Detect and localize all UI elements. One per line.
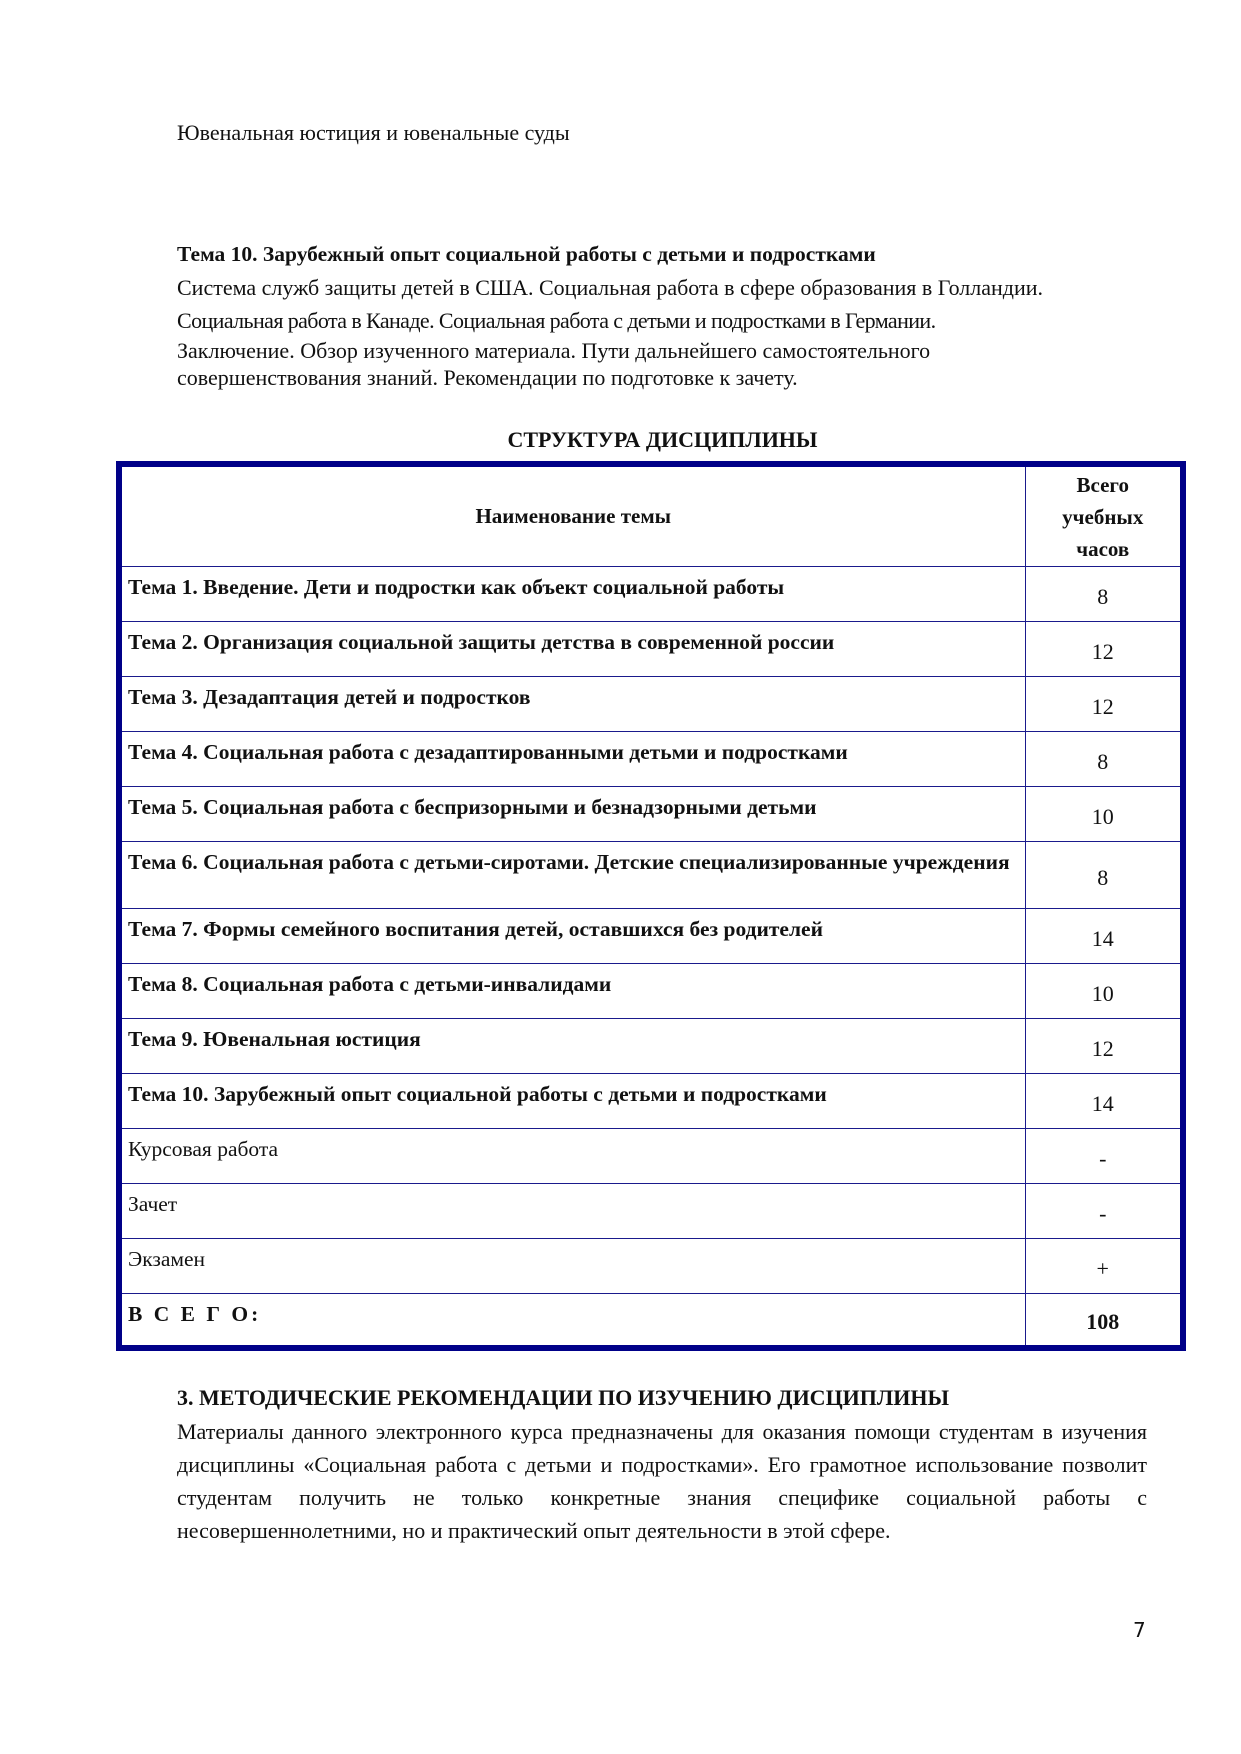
topic-name: Тема 4. Социальная работа с дезадаптированными детьми и подростками <box>119 731 1025 786</box>
table-row <box>119 566 1183 621</box>
structure-table <box>116 461 1186 1351</box>
topic-10-conclusion-line-1: Заключение. Обзор изученного материала. Пути дальнейшего самостоятельного <box>177 338 931 363</box>
table-row <box>119 676 1183 731</box>
table-row <box>119 786 1183 841</box>
section-3-heading: 3. МЕТОДИЧЕСКИЕ РЕКОМЕНДАЦИИ ПО ИЗУЧЕНИЮ ДИСЦИПЛИНЫ <box>177 1385 950 1410</box>
topic-hours: 12 <box>1025 621 1183 676</box>
topic-hours: 10 <box>1025 786 1183 841</box>
topic-hours: 8 <box>1025 731 1183 786</box>
page-number: 7 <box>1133 1618 1146 1642</box>
total-hours: 108 <box>1025 1293 1183 1348</box>
credit-label: Зачет <box>119 1183 1025 1238</box>
structure-title: СТРУКТУРА ДИСЦИПЛИНЫ <box>507 427 818 452</box>
topic-name: Тема 3. Дезадаптация детей и подростков <box>119 676 1025 731</box>
exam-label: Экзамен <box>119 1238 1025 1293</box>
header-topic-name: Наименование темы <box>119 464 1025 566</box>
topic-hours: 12 <box>1025 676 1183 731</box>
topic-name: Тема 10. Зарубежный опыт социальной работы с детьми и подростками <box>119 1073 1025 1128</box>
header-hours-line-2: учебных <box>1062 505 1144 529</box>
topic-hours: 10 <box>1025 963 1183 1018</box>
header-hours-line-3: часов <box>1076 537 1130 561</box>
table-row <box>119 1073 1183 1128</box>
topic-name: Тема 6. Социальная работа с детьми-сиротами. Детские специализированные учреждения <box>119 841 1025 908</box>
table-row <box>119 908 1183 963</box>
header-hours-line-1: Всего <box>1076 473 1129 497</box>
table-row <box>119 1183 1183 1238</box>
previous-topic-line: Ювенальная юстиция и ювенальные суды <box>177 120 570 145</box>
topic-10-paragraph-line-2: Социальная работа в Канаде. Социальная работа с детьми и подростками в Германии. <box>177 308 936 333</box>
topic-name: Тема 9. Ювенальная юстиция <box>119 1018 1025 1073</box>
table-row <box>119 963 1183 1018</box>
section-3-body: Материалы данного электронного курса предназначены для оказания помощи студентам в изучения дисциплины «Социальная работа с детьми и подростками». Его грамотное использование позволит студентам получить не только конкретные знания специфике социальной работы с несовершеннолетними, но и практический опыт деятельности в этой сфере. <box>177 1419 1147 1543</box>
credit-value: - <box>1025 1183 1183 1238</box>
topic-10-section <box>177 238 1147 391</box>
table-row <box>119 841 1183 908</box>
topic-name: Тема 5. Социальная работа с беспризорными и безнадзорными детьми <box>119 786 1025 841</box>
topic-10-conclusion-line-2: совершенствования знаний. Рекомендации по подготовке к зачету. <box>177 365 798 390</box>
topic-hours: 14 <box>1025 1073 1183 1128</box>
table-row <box>119 621 1183 676</box>
topic-name: Тема 1. Введение. Дети и подростки как объект социальной работы <box>119 566 1025 621</box>
topic-hours: 14 <box>1025 908 1183 963</box>
topic-name: Тема 7. Формы семейного воспитания детей, оставшихся без родителей <box>119 908 1025 963</box>
exam-value: + <box>1025 1238 1183 1293</box>
coursework-label: Курсовая работа <box>119 1128 1025 1183</box>
topic-10-heading: Тема 10. Зарубежный опыт социальной работы с детьми и подростками <box>177 242 876 266</box>
table-row <box>119 1238 1183 1293</box>
total-row <box>119 1293 1183 1348</box>
header-total-hours <box>1025 464 1183 566</box>
table-header-row <box>119 464 1183 566</box>
table-row <box>119 1018 1183 1073</box>
topic-hours: 8 <box>1025 841 1183 908</box>
table-row <box>119 731 1183 786</box>
section-3 <box>177 1381 1147 1547</box>
topic-10-paragraph-line-1: Система служб защиты детей в США. Социальная работа в сфере образования в Голландии. <box>177 275 1044 300</box>
topic-hours: 8 <box>1025 566 1183 621</box>
coursework-value: - <box>1025 1128 1183 1183</box>
table-row <box>119 1128 1183 1183</box>
topic-name: Тема 2. Организация социальной защиты детства в современной россии <box>119 621 1025 676</box>
topic-hours: 12 <box>1025 1018 1183 1073</box>
total-label: В С Е Г О: <box>119 1293 1025 1348</box>
topic-name: Тема 8. Социальная работа с детьми-инвалидами <box>119 963 1025 1018</box>
